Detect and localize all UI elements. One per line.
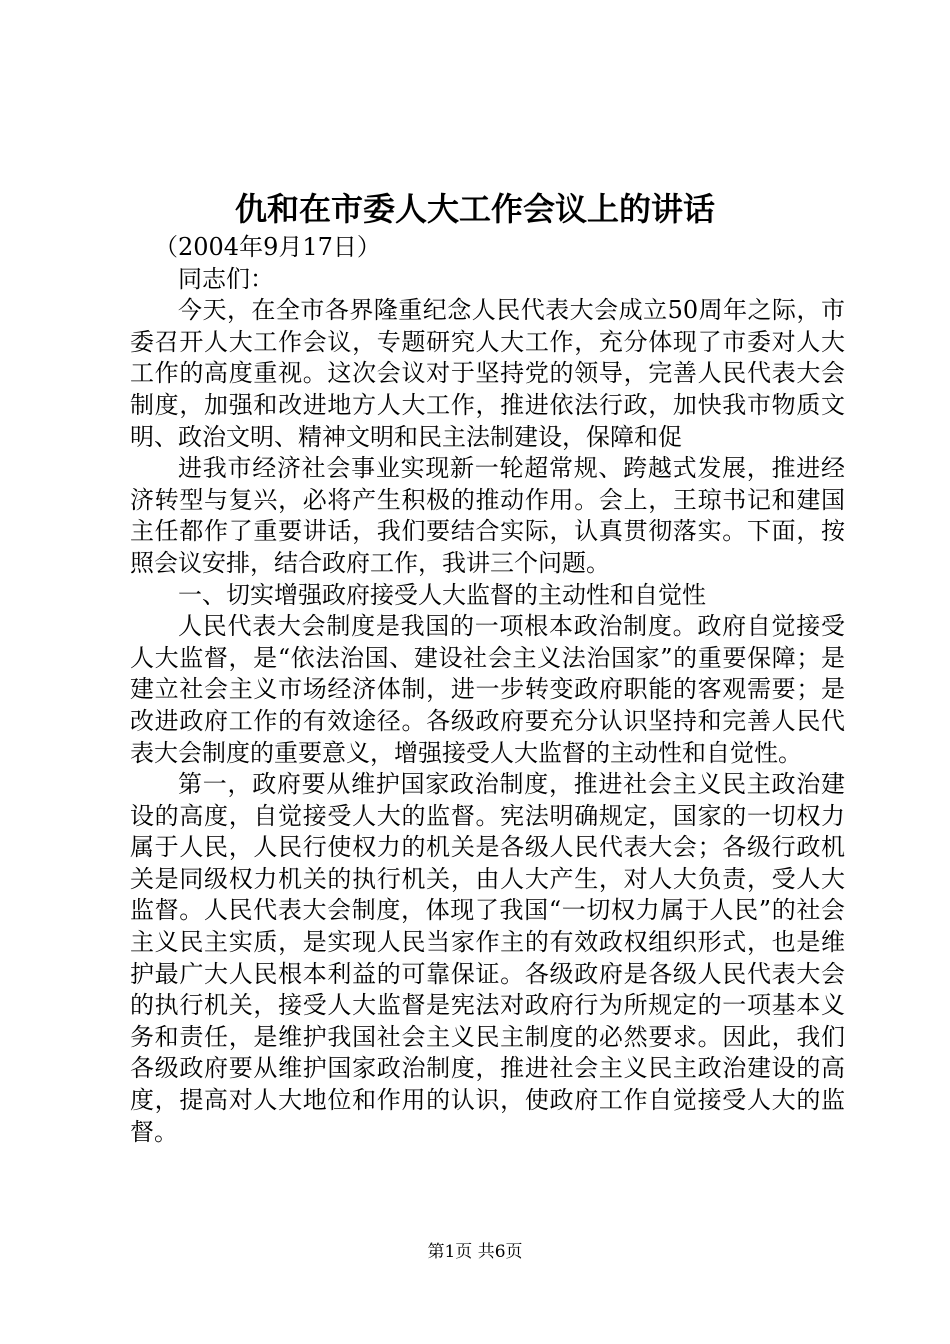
paragraph-3: 人民代表大会制度是我国的一项根本政治制度。政府自觉接受人大监督，是“依法治国、建设社会主义法治国家”的重要保障；是建立社会主义市场经济体制，进一步转变政府职能的客观需要；是改进政府工作的有效途径。各级政府要充分认识坚持和完善人民代表大会制度的重要意义，增强接受人大监督的主动性和自觉性。: [130, 612, 845, 767]
paragraph-4: 第一，政府要从维护国家政治制度，推进社会主义民主政治建设的高度，自觉接受人大的监督。宪法明确规定，国家的一切权力属于人民，人民行使权力的机关是各级人民代表大会；各级行政机关是同级权力机关的执行机关，由人大产生，对人大负责，受人大监督。人民代表大会制度，体现了我国“一切权力属于人民”的社会主义民主实质，是实现人民当家作主的有效政权组织形式，也是维护最广大人民根本利益的可靠保证。各级政府是各级人民代表大会的执行机关，接受人大监督是宪法对政府行为所规定的一项基本义务和责任，是维护我国社会主义民主制度的必然要求。因此，我们各级政府要从维护国家政治制度，推进社会主义民主政治建设的高度，提高对人大地位和作用的认识，使政府工作自觉接受人大的监督。: [130, 770, 845, 1146]
section-heading-1: 一、切实增强政府接受人大监督的主动性和自觉性: [178, 580, 706, 609]
document-title: 仇和在市委人大工作会议上的讲话: [234, 190, 715, 228]
paragraph-2: 进我市经济社会事业实现新一轮超常规、跨越式发展，推进经济转型与复兴，必将产生积极的推动作用。会上，王琼书记和建国主任都作了重要讲话，我们要结合实际，认真贯彻落实。下面，按照会议安排，结合政府工作，我讲三个问题。: [130, 454, 845, 577]
paragraph-1: 今天，在全市各界隆重纪念人民代表大会成立50周年之际，市委召开人大工作会议，专题研究人大工作，充分体现了市委对人大工作的高度重视。这次会议对于坚持党的领导，完善人民代表大会制度，加强和改进地方人大工作，推进依法行政，加快我市物质文明、政治文明、精神文明和民主法制建设，保障和促: [130, 296, 845, 451]
page-footer: 第1页 共6页: [427, 1242, 523, 1262]
document-body: [130, 232, 845, 1148]
speech-date: （2004年9月17日）: [154, 233, 381, 261]
salutation: 同志们：: [178, 264, 274, 293]
